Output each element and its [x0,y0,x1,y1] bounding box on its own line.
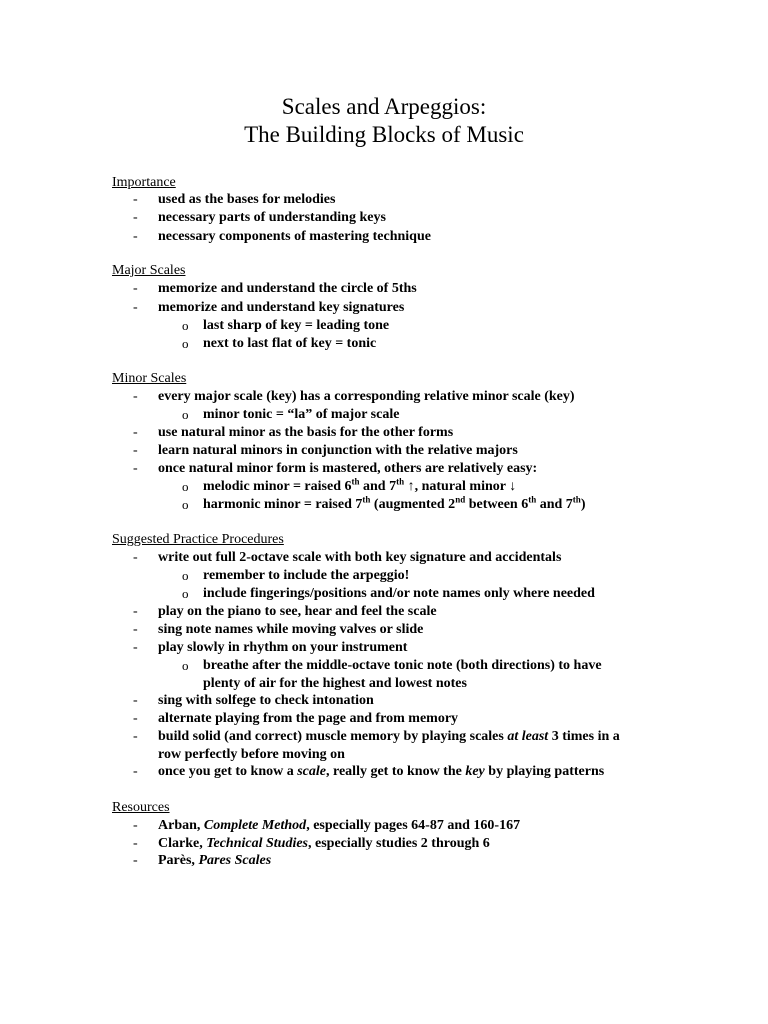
list-item: every major scale (key) has a corresponding relative minor scale (key) [158,389,575,404]
circle-bullet: o [182,479,189,494]
section-heading-minor-scales: Minor Scales [112,371,187,386]
list-item: once you get to know a scale, really get to know the key by playing patterns [158,764,605,779]
circle-bullet: o [182,586,189,601]
circle-bullet: o [182,568,189,583]
dash-bullet: - [133,210,138,225]
list-item: Clarke, Technical Studies, especially studies 2 through 6 [158,836,490,851]
list-item: memorize and understand key signatures [158,300,405,315]
sub-list-item: last sharp of key = leading tone [203,318,390,333]
section-heading-importance: Importance [112,175,176,190]
section-heading-practice: Suggested Practice Procedures [112,532,284,547]
sub-list-item: include fingerings/positions and/or note names only where needed [203,586,595,601]
sub-list-item-melodic-minor: melodic minor = raised 6th and 7th ↑, natural minor ↓ [203,476,517,494]
circle-bullet: o [182,497,189,512]
dash-bullet: - [133,229,138,244]
dash-bullet: - [133,711,138,726]
sub-list-item: minor tonic = “la” of major scale [203,407,400,422]
section-heading-resources: Resources [112,800,170,815]
sub-list-item: next to last flat of key = tonic [203,336,377,351]
list-item: play on the piano to see, hear and feel the scale [158,604,437,619]
circle-bullet: o [182,336,189,351]
sub-list-item-continuation: plenty of air for the highest and lowest notes [203,676,467,691]
list-item: sing note names while moving valves or slide [158,622,424,637]
section-heading-major-scales: Major Scales [112,263,186,278]
page-title-line-1: Scales and Arpeggios: [281,94,487,119]
list-item: build solid (and correct) muscle memory by playing scales at least 3 times in a [158,729,620,744]
dash-bullet: - [133,300,138,315]
list-item: play slowly in rhythm on your instrument [158,640,408,655]
list-item-continuation: row perfectly before moving on [158,747,345,762]
dash-bullet: - [133,764,138,779]
dash-bullet: - [133,818,138,833]
dash-bullet: - [133,622,138,637]
list-item: write out full 2-octave scale with both key signature and accidentals [158,550,562,565]
list-item: learn natural minors in conjunction with the relative majors [158,443,518,458]
sub-list-item: breathe after the middle-octave tonic note (both directions) to have [203,658,602,673]
dash-bullet: - [133,693,138,708]
list-item: Parès, Pares Scales [158,853,272,868]
dash-bullet: - [133,853,138,868]
dash-bullet: - [133,729,138,744]
list-item: Arban, Complete Method, especially pages 64-87 and 160-167 [158,818,521,833]
circle-bullet: o [182,658,189,673]
dash-bullet: - [133,604,138,619]
list-item: memorize and understand the circle of 5ths [158,281,417,296]
dash-bullet: - [133,192,138,207]
circle-bullet: o [182,318,189,333]
list-item: necessary parts of understanding keys [158,210,386,225]
list-item: once natural minor form is mastered, others are relatively easy: [158,461,538,476]
dash-bullet: - [133,389,138,404]
dash-bullet: - [133,281,138,296]
dash-bullet: - [133,443,138,458]
page-title-line-2: The Building Blocks of Music [244,122,524,147]
circle-bullet: o [182,407,189,422]
dash-bullet: - [133,640,138,655]
dash-bullet: - [133,550,138,565]
list-item: necessary components of mastering technique [158,229,431,244]
list-item: alternate playing from the page and from memory [158,711,459,726]
list-item: use natural minor as the basis for the other forms [158,425,454,440]
dash-bullet: - [133,425,138,440]
list-item: sing with solfege to check intonation [158,693,374,708]
sub-list-item: remember to include the arpeggio! [203,568,410,583]
dash-bullet: - [133,461,138,476]
dash-bullet: - [133,836,138,851]
sub-list-item-harmonic-minor: harmonic minor = raised 7th (augmented 2nd between 6th and 7th) [203,494,586,512]
list-item: used as the bases for melodies [158,192,336,207]
